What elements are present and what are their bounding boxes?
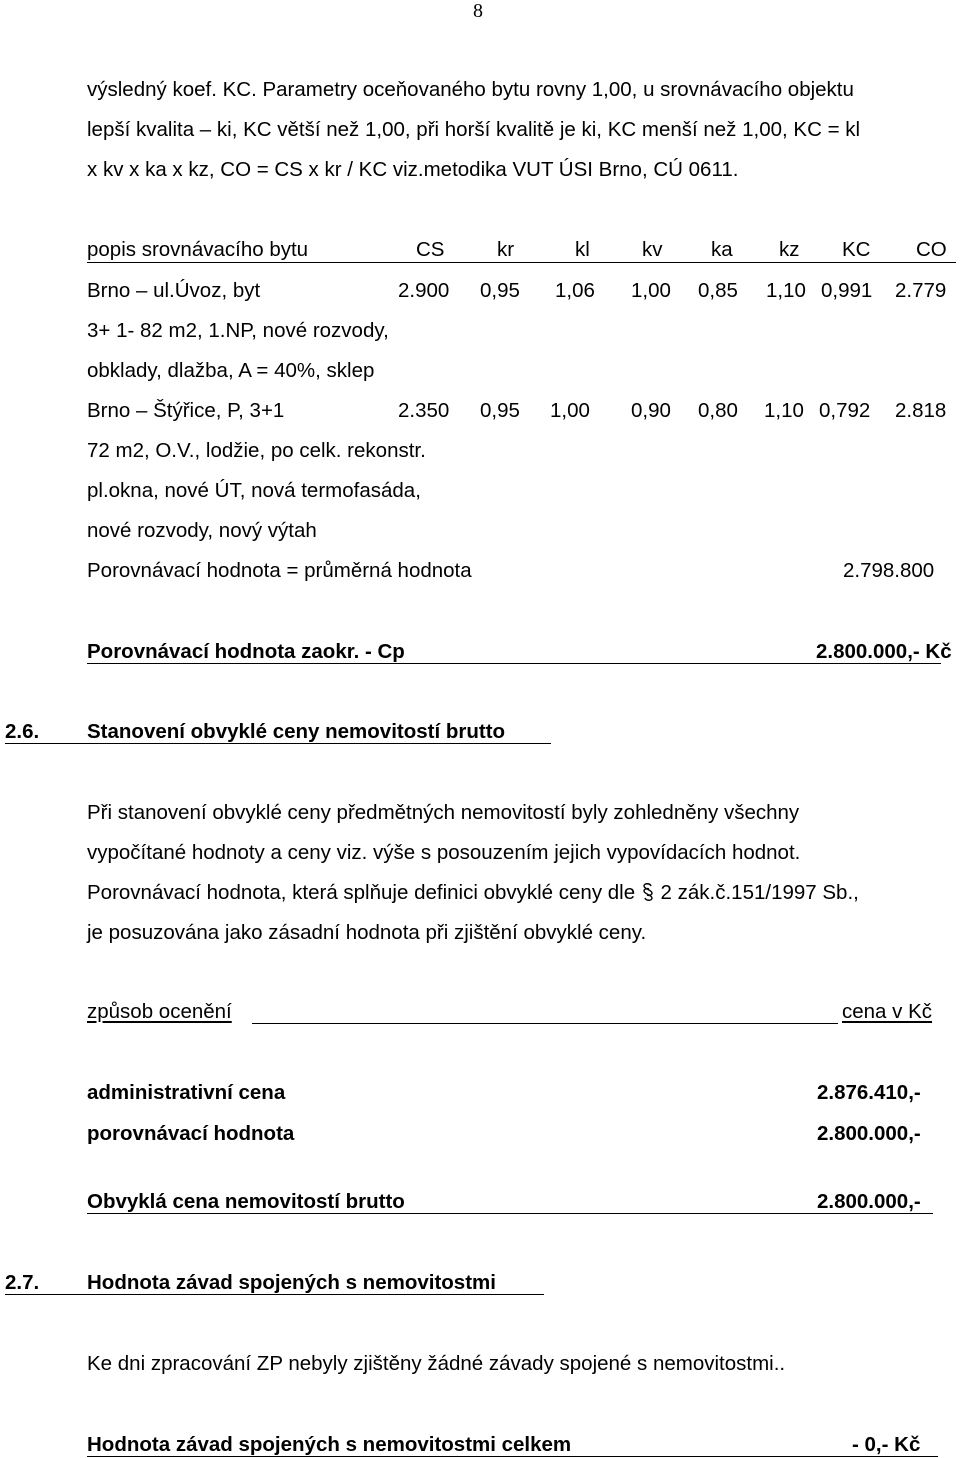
average-label: Porovnávací hodnota = průměrná hodnota [87,559,472,582]
row2-kl: 1,00 [550,399,590,422]
col-kr: kr [497,238,515,261]
defects-total-value: - 0,- Kč [852,1433,921,1456]
section-sign-icon [641,881,655,905]
row1-kc: 0,991 [821,279,873,302]
col-cs: CS [416,238,445,261]
row2-kc: 0,792 [819,399,871,422]
comparison-header-label: popis srovnávacího bytu [87,238,309,261]
item-comparative-label: porovnávací hodnota [87,1122,295,1145]
defects-text: Ke dni zpracování ZP nebyly zjištěny žádné závady spojené s nemovitostmi.. [87,1352,786,1375]
total-underline [87,1213,933,1214]
section-2-6-underline [5,743,551,744]
section-2-7-number: 2.7. [5,1271,40,1294]
section-2-6-title: Stanovení obvyklé ceny nemovitostí brutto [87,720,506,743]
row1-kr: 0,95 [480,279,520,302]
paragraph-line-1: Při stanovení obvyklé ceny předmětných nemovitostí byly zohledněny všechny [87,801,800,824]
item-admin-value: 2.876.410,- [817,1081,921,1104]
defects-total-underline [87,1456,938,1457]
rounded-label: Porovnávací hodnota zaokr. - Cp [87,640,405,663]
price-header: cena v Kč [842,1000,933,1023]
row1-line-2: 3+ 1- 82 m2, 1.NP, nové rozvody, [87,319,389,342]
paragraph-line-3-text: Porovnávací hodnota, která splňuje definici obvyklé ceny dle [87,881,636,904]
row2-line-4: nové rozvody, nový výtah [87,519,317,542]
row1-kz: 1,10 [766,279,806,302]
section-2-7-title: Hodnota závad spojených s nemovitostmi [87,1271,496,1294]
rounded-underline [87,663,941,664]
row1-co: 2.779 [895,279,947,302]
header-underline [87,262,956,263]
row1-kv: 1,00 [631,279,671,302]
intro-line-1: výsledný koef. KC. Parametry oceňovaného bytu rovny 1,00, u srovnávacího objektu [87,78,854,101]
row1-line-3: obklady, dlažba, A = 40%, sklep [87,359,375,382]
col-kv: kv [642,238,663,261]
average-value: 2.798.800 [843,559,935,582]
row1-line-1: Brno – ul.Úvoz, byt [87,279,261,302]
row2-cs: 2.350 [398,399,450,422]
row2-co: 2.818 [895,399,947,422]
col-kl: kl [575,238,590,261]
row1-cs: 2.900 [398,279,450,302]
total-label: Obvyklá cena nemovitostí brutto [87,1190,405,1213]
valuation-method-header: způsob ocenění [87,1000,232,1023]
col-kz: kz [779,238,800,261]
total-value: 2.800.000,- [817,1190,921,1213]
paragraph-line-2: vypočítané hodnoty a ceny viz. výše s posouzením jejich vypovídacích hodnot. [87,841,801,864]
rounded-value: 2.800.000,- Kč [816,640,952,663]
row1-kl: 1,06 [555,279,595,302]
col-co: CO [916,238,947,261]
page-number: 8 [473,0,483,22]
valuation-header-underline [252,1023,838,1024]
paragraph-line-3 [87,881,859,905]
row2-ka: 0,80 [698,399,738,422]
section-2-6-number: 2.6. [5,720,40,743]
paragraph-line-3-ref: 2 zák.č.151/1997 Sb., [654,881,859,904]
row2-line-2: 72 m2, O.V., lodžie, po celk. rekonstr. [87,439,426,462]
paragraph-line-4: je posuzována jako zásadní hodnota při zjištění obvyklé ceny. [87,921,647,944]
row2-kv: 0,90 [631,399,671,422]
row2-line-3: pl.okna, nové ÚT, nová termofasáda, [87,479,421,502]
row2-kz: 1,10 [764,399,804,422]
item-admin-label: administrativní cena [87,1081,286,1104]
row2-kr: 0,95 [480,399,520,422]
section-2-7-underline [5,1294,544,1295]
item-comparative-value: 2.800.000,- [817,1122,921,1145]
row1-ka: 0,85 [698,279,738,302]
intro-line-3: x kv x ka x kz, CO = CS x kr / KC viz.metodika VUT ÚSI Brno, CÚ 0611. [87,158,739,181]
col-ka: ka [711,238,733,261]
row2-line-1: Brno – Štýřice, P, 3+1 [87,399,285,422]
col-kc: KC [842,238,871,261]
intro-line-2: lepší kvalita – ki, KC větší než 1,00, při horší kvalitě je ki, KC menší než 1,00, KC = kl [87,118,861,141]
defects-total-label: Hodnota závad spojených s nemovitostmi celkem [87,1433,572,1456]
